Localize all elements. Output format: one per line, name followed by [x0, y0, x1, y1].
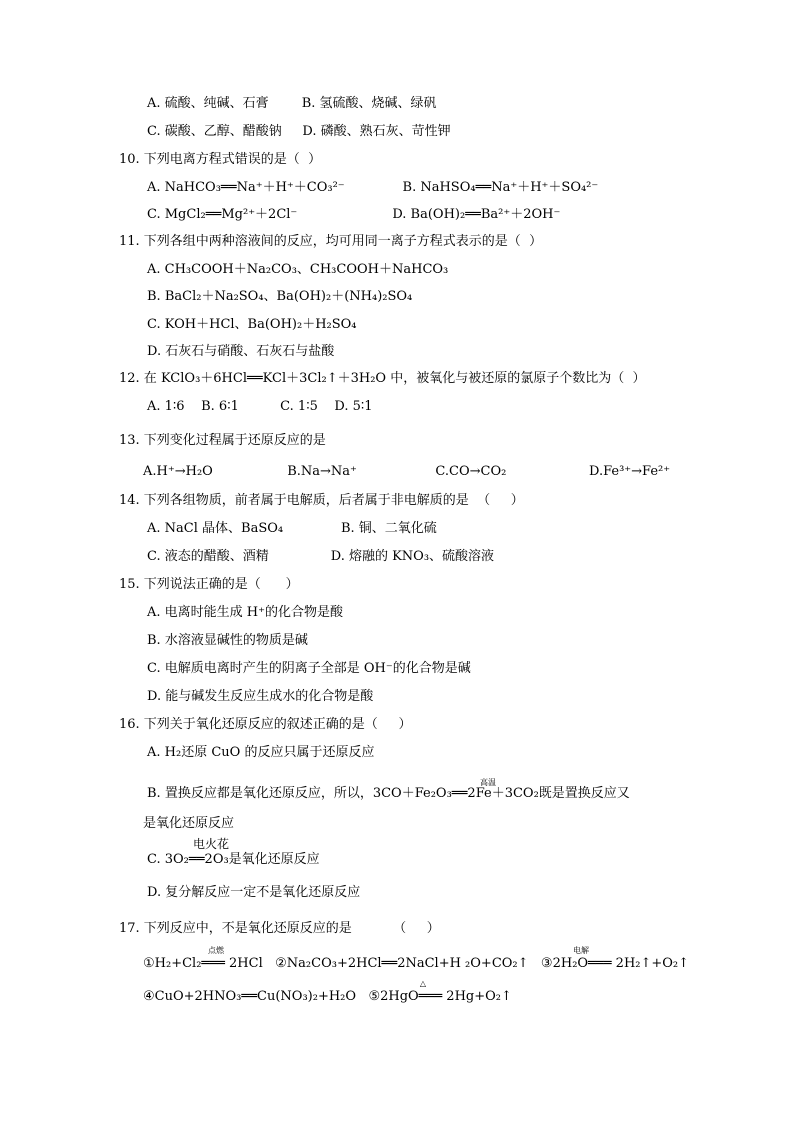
q13-options: A.H⁺→H₂O B.Na→Na⁺ C.CO→CO₂ D.Fe³⁺→Fe²⁺ — [143, 464, 671, 479]
q15-option-b: B. 水溶液显碱性的物质是碱 — [147, 633, 308, 648]
q11-option-a: A. CH₃COOH＋Na₂CO₃、CH₃COOH＋NaHCO₃ — [147, 262, 449, 277]
q13-stem: 13. 下列变化过程属于还原反应的是 — [119, 433, 326, 448]
q17-condition-3: 电解 — [573, 946, 589, 955]
q17-stem: 17. 下列反应中，不是氧化还原反应的是 （ ） — [119, 921, 440, 936]
q16-option-d: D. 复分解反应一定不是氧化还原反应 — [147, 885, 361, 900]
q12-stem: 12. 在 KClO₃＋6HCl══KCl＋3Cl₂↑＋3H₂O 中，被氧化与被还原的氯原子个数比为（ ） — [119, 371, 646, 386]
q16-option-a: A. H₂还原 CuO 的反应只属于还原反应 — [147, 745, 375, 760]
q11-option-b: B. BaCl₂＋Na₂SO₄、Ba(OH)₂＋(NH₄)₂SO₄ — [147, 289, 413, 304]
q16-b-reaction-condition: 高温 — [480, 778, 496, 787]
q15-option-c: C. 电解质电离时产生的阴离子全部是 OH⁻的化合物是碱 — [147, 661, 471, 676]
q11-option-c: C. KOH＋HCl、Ba(OH)₂＋H₂SO₄ — [147, 317, 357, 332]
q10-options-cd: C. MgCl₂══Mg²⁺＋2Cl⁻ D. Ba(OH)₂══Ba²⁺＋2OH⁻ — [147, 207, 561, 222]
q17-reactions-line2: ④CuO+2HNO₃══Cu(NO₃)₂+H₂O ⑤2HgO═══ 2Hg+O₂↑ — [143, 989, 512, 1004]
q11-stem: 11. 下列各组中两种溶液间的反应，均可用同一离子方程式表示的是（ ） — [119, 234, 543, 249]
q16-c-reaction-condition: 电火花 — [193, 837, 230, 851]
q15-option-a: A. 电离时能生成 H⁺的化合物是酸 — [147, 605, 343, 620]
q12-options: A. 1∶6 B. 6∶1 C. 1∶5 D. 5∶1 — [147, 399, 373, 414]
q10-stem: 10. 下列电离方程式错误的是（ ） — [119, 152, 322, 167]
q9-options-ab: A. 硫酸、纯碱、石膏 B. 氢硫酸、烧碱、绿矾 — [147, 96, 437, 111]
q14-options-cd: C. 液态的醋酸、酒精 D. 熔融的 KNO₃、硫酸溶液 — [147, 549, 495, 564]
q17-condition-1: 点燃 — [208, 946, 224, 955]
q16-option-c: C. 3O₂══2O₃是氧化还原反应 — [147, 852, 320, 867]
q14-options-ab: A. NaCl 晶体、BaSO₄ B. 铜、二氧化硫 — [147, 521, 437, 536]
q11-option-d: D. 石灰石与硝酸、石灰石与盐酸 — [147, 344, 335, 359]
q15-stem: 15. 下列说法正确的是（ ） — [119, 577, 299, 592]
q16-stem: 16. 下列关于氧化还原反应的叙述正确的是（ ） — [119, 717, 412, 732]
q14-stem: 14. 下列各组物质，前者属于电解质，后者属于非电解质的是 （ ） — [119, 493, 524, 508]
q16-option-b-line2: 是氧化还原反应 — [143, 816, 235, 831]
q16-option-b-line1: B. 置换反应都是氧化还原反应，所以，3CO＋Fe₂O₃══2Fe＋3CO₂既是置换反应又 — [147, 786, 630, 801]
q15-option-d: D. 能与碱发生反应生成水的化合物是酸 — [147, 689, 374, 704]
q17-reactions-line1: ①H₂+Cl₂═══ 2HCl ②Na₂CO₃+2HCl══2NaCl+H ₂O+CO₂↑ ③2H₂O═══ 2H₂↑+O₂↑ — [143, 956, 690, 971]
q9-options-cd: C. 碳酸、乙醇、醋酸钠 D. 磷酸、熟石灰、苛性钾 — [147, 124, 451, 139]
q17-condition-5: △ — [419, 979, 427, 988]
q10-options-ab: A. NaHCO₃══Na⁺＋H⁺＋CO₃²⁻ B. NaHSO₄══Na⁺＋H⁺＋SO₄²⁻ — [147, 180, 599, 195]
